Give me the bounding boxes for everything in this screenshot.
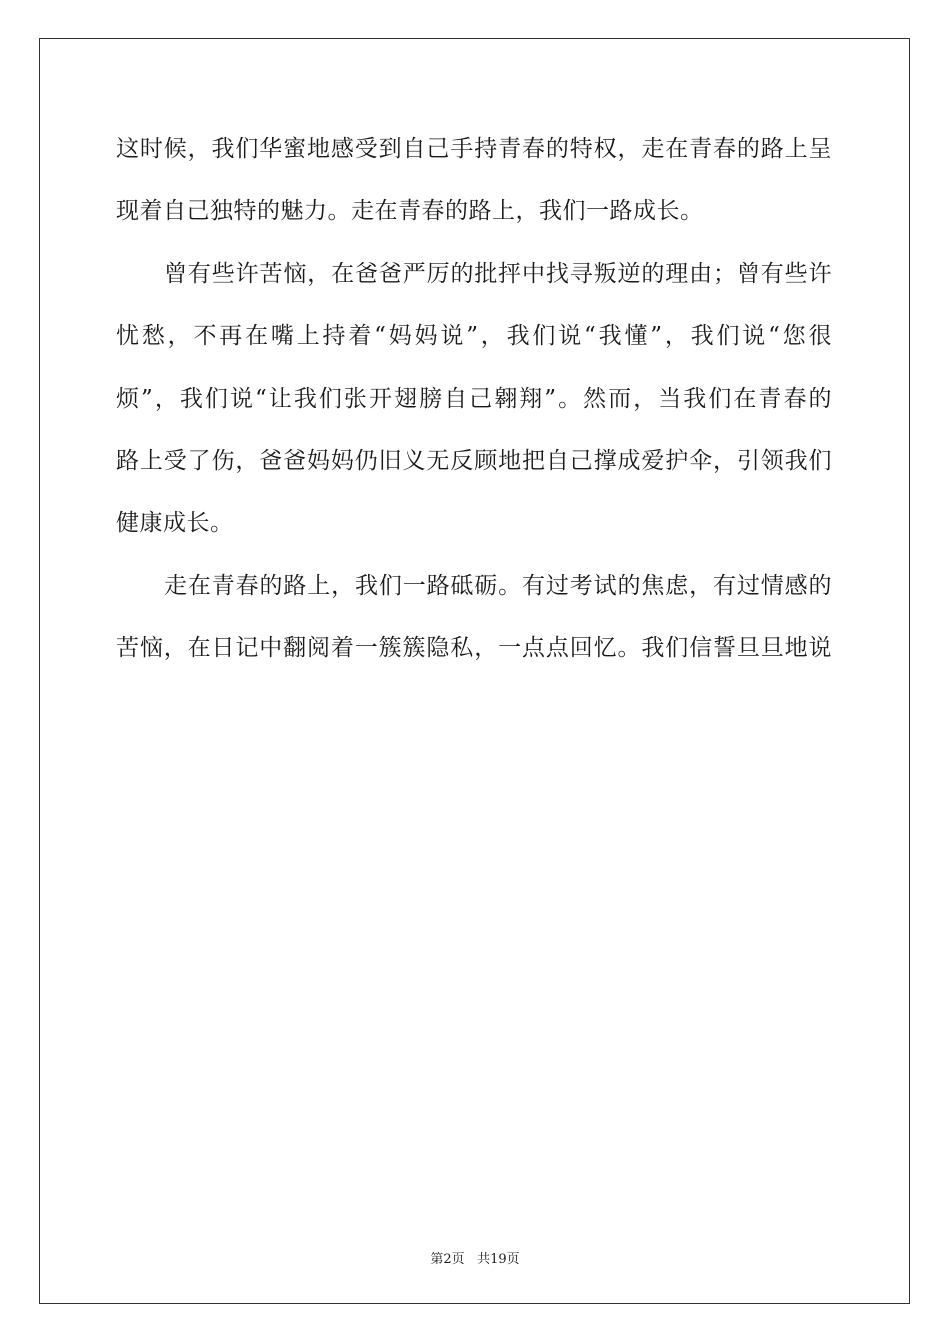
text-line: 忧愁，不再在嘴上持着“妈妈说”，我们说“我懂”，我们说“您很 [116,323,832,350]
page-number: 第2页 [430,1252,465,1267]
text-line: 路上受了伤，爸爸妈妈仍旧义无反顾地把自己撑成爱护伞，引领我们 [116,447,832,474]
text-line: 现着自己独特的魅力。走在青春的路上，我们一路成长。 [116,198,704,225]
page-total: 共19页 [477,1252,520,1267]
text-line: 走在青春的路上，我们一路砥砺。有过考试的焦虑，有过情感的 [164,572,832,599]
text-line: 健康成长。 [116,510,234,537]
text-line: 曾有些许苦恼，在爸爸严厉的批抨中找寻叛逆的理由；曾有些许 [164,260,832,287]
document-body [116,118,832,680]
text-line: 烦”，我们说“让我们张开翅膀自己翱翔”。然而，当我们在青春的 [116,385,832,412]
text-line: 苦恼，在日记中翻阅着一簇簇隐私，一点点回忆。我们信誓旦旦地说 [116,635,832,662]
text-line: 这时候，我们华蜜地感受到自己手持青春的特权，走在青春的路上呈 [116,136,832,162]
page-footer [0,1248,950,1267]
